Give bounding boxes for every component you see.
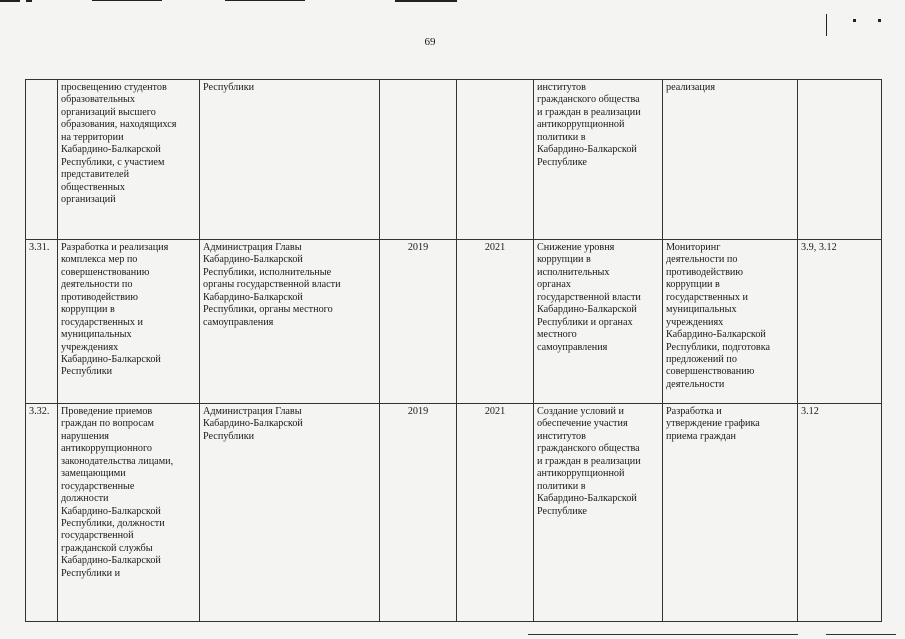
measure-cell: Разработка и реализация комплекса мер по совершенствованию деятельности по противодействию коррупции в государственных и муниципальных учреждениях Кабардино-Балкарской Республики	[58, 240, 200, 404]
row-number	[26, 80, 58, 240]
executor-cell: Администрация Главы Кабардино-Балкарской Республики, исполнительные органы государственной власти Кабардино-Балкарской Республики, органы местного самоуправления	[200, 240, 380, 404]
note-cell: Разработка и утверждение графика приема граждан	[663, 404, 798, 622]
table-row	[26, 240, 882, 404]
note-cell: Мониторинг деятельности по противодействию коррупции в государственных и муниципальных учреждениях Кабардино-Балкарской Республики, подготовка предложений по совершенствованию деятельности	[663, 240, 798, 404]
scan-mark	[225, 0, 305, 1]
year-end-cell: 2021	[457, 240, 534, 404]
scan-mark	[528, 634, 798, 635]
scan-mark	[92, 0, 162, 1]
executor-cell: Администрация Главы Кабардино-Балкарской Республики	[200, 404, 380, 622]
year-end-cell	[457, 80, 534, 240]
result-cell: Создание условий и обеспечение участия институтов гражданского общества и граждан в реализации антикоррупционной политики в Кабардино-Балкарской Республике	[534, 404, 663, 622]
link-cell: 3.9, 3.12	[798, 240, 882, 404]
measure-cell: просвещению студентов образовательных организаций высшего образования, находящихся на территории Кабардино-Балкарской Республики, с участием представителей общественных организаций	[58, 80, 200, 240]
table-row	[26, 404, 882, 622]
link-cell	[798, 80, 882, 240]
year-end-cell: 2021	[457, 404, 534, 622]
scan-mark	[395, 0, 457, 2]
table-row	[26, 80, 882, 240]
scan-mark	[878, 19, 881, 22]
scan-mark	[0, 0, 20, 2]
row-number: 3.31.	[26, 240, 58, 404]
measures-table	[25, 79, 882, 622]
result-cell: Снижение уровня коррупции в исполнительных органах государственной власти Кабардино-Балкарской Республики и органах местного самоуправления	[534, 240, 663, 404]
result-cell: институтов гражданского общества и граждан в реализации антикоррупционной политики в Кабардино-Балкарской Республике	[534, 80, 663, 240]
scan-mark	[853, 19, 856, 22]
scan-mark	[826, 634, 896, 635]
executor-cell: Республики	[200, 80, 380, 240]
note-cell: реализация	[663, 80, 798, 240]
link-cell: 3.12	[798, 404, 882, 622]
page-number: 69	[424, 36, 436, 48]
measure-cell: Проведение приемов граждан по вопросам нарушения антикоррупционного законодательства лицами, замещающими государственные должности Кабардино-Балкарской Республики, должности государственной гражданской службы Кабардино-Балкарской Республики и	[58, 404, 200, 622]
scan-mark	[826, 14, 827, 36]
year-start-cell	[380, 80, 457, 240]
year-start-cell: 2019	[380, 404, 457, 622]
year-start-cell: 2019	[380, 240, 457, 404]
row-number: 3.32.	[26, 404, 58, 622]
scan-mark	[26, 0, 32, 2]
